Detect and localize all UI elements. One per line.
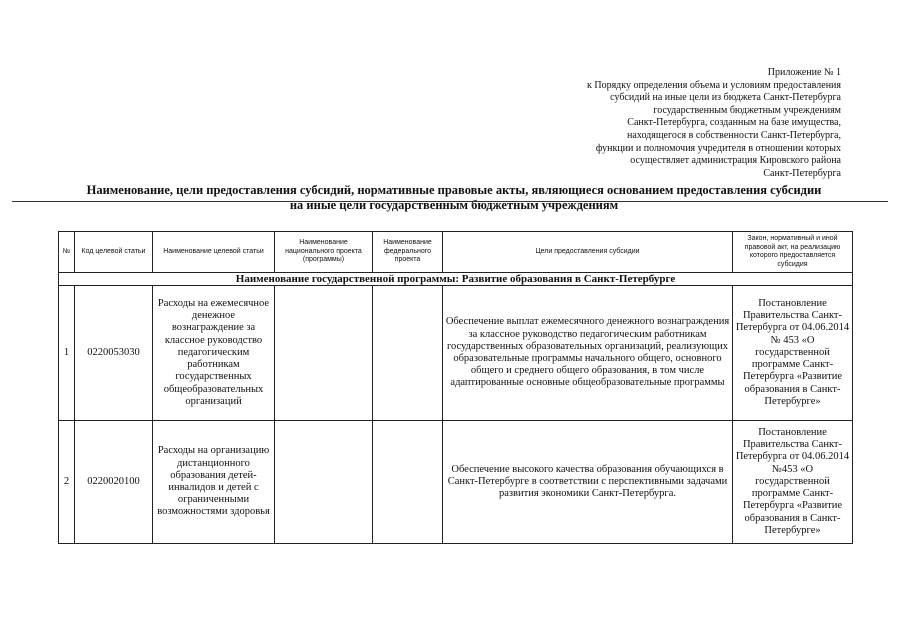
table-row — [59, 421, 853, 544]
table-row — [59, 286, 853, 421]
header-code: Код целевой статьи — [75, 232, 153, 273]
appendix-line: находящегося в собственности Санкт-Петербурга, — [627, 129, 841, 141]
row-code: 0220020100 — [75, 421, 153, 544]
appendix-line: Приложение № 1 — [767, 67, 841, 78]
header-national-project: Наименование национального проекта (программы) — [275, 232, 373, 273]
row-federal-project — [373, 421, 443, 544]
row-item-name: Расходы на организацию дистанционного образования детей-инвалидов и детей с ограниченными возможностями здоровья — [153, 421, 275, 544]
row-goal: Обеспечение высокого качества образования обучающихся в Санкт-Петербурге в соответствии с перспективными задачами развития экономики Санкт-Петербурга. — [443, 421, 733, 544]
row-number: 2 — [59, 421, 75, 544]
appendix-line: субсидий на иные цели из бюджета Санкт-Петербурга — [610, 92, 841, 104]
program-row — [59, 273, 853, 286]
appendix-block — [521, 67, 841, 180]
appendix-line: государственным бюджетным учреждениям — [653, 104, 841, 116]
document-title — [20, 183, 888, 213]
row-item-name: Расходы на ежемесячное денежное вознаграждение за классное руководство педагогическим работникам государственных общеобразовательных организаций — [153, 286, 275, 421]
row-law: Постановление Правительства Санкт-Петербурга от 04.06.2014 № 453 «О государственной программе Санкт-Петербурга «Развитие образования в Санкт-Петербурге» — [733, 286, 853, 421]
header-number: № — [59, 232, 75, 273]
appendix-line: к Порядку определения объема и условиям предоставления — [586, 79, 841, 91]
appendix-line: осуществляет администрация Кировского района — [630, 155, 841, 167]
row-code: 0220053030 — [75, 286, 153, 421]
appendix-line: Санкт-Петербурга, созданным на базе имущества, — [627, 117, 841, 129]
row-law: Постановление Правительства Санкт-Петербурга от 04.06.2014 №453 «О государственной программе Санкт-Петербурга «Развитие образования в Санкт-Петербурге» — [733, 421, 853, 544]
appendix-line: Санкт-Петербурга — [763, 167, 841, 179]
subsidy-table — [58, 231, 853, 544]
table-header-row — [59, 232, 853, 273]
header-federal-project: Наименование федерального проекта — [373, 232, 443, 273]
row-federal-project — [373, 286, 443, 421]
appendix-line: функции и полномочия учредителя в отношении которых — [595, 142, 841, 154]
header-goal: Цели предоставления субсидии — [443, 232, 733, 273]
title-line-2: на иные цели государственным бюджетным учреждениям — [289, 198, 619, 212]
header-item-name: Наименование целевой статьи — [153, 232, 275, 273]
header-law: Закон, нормативный и иной правовой акт, на реализацию которого предоставляется субсидия — [733, 232, 853, 273]
row-number: 1 — [59, 286, 75, 421]
title-divider — [12, 201, 888, 202]
row-national-project — [275, 286, 373, 421]
program-name: Наименование государственной программы: Развитие образования в Санкт-Петербурге — [59, 273, 853, 286]
title-line-1: Наименование, цели предоставления субсидий, нормативные правовые акты, являющиеся основанием предоставления субсидии — [86, 183, 822, 197]
row-goal: Обеспечение выплат ежемесячного денежного вознаграждения за классное руководство педагогическим работникам государственных образовательных организаций, реализующих образовательные программы начального общего, основного общего и среднего общего образования, в том числе адаптированные основные общеобразовательные программы — [443, 286, 733, 421]
row-national-project — [275, 421, 373, 544]
